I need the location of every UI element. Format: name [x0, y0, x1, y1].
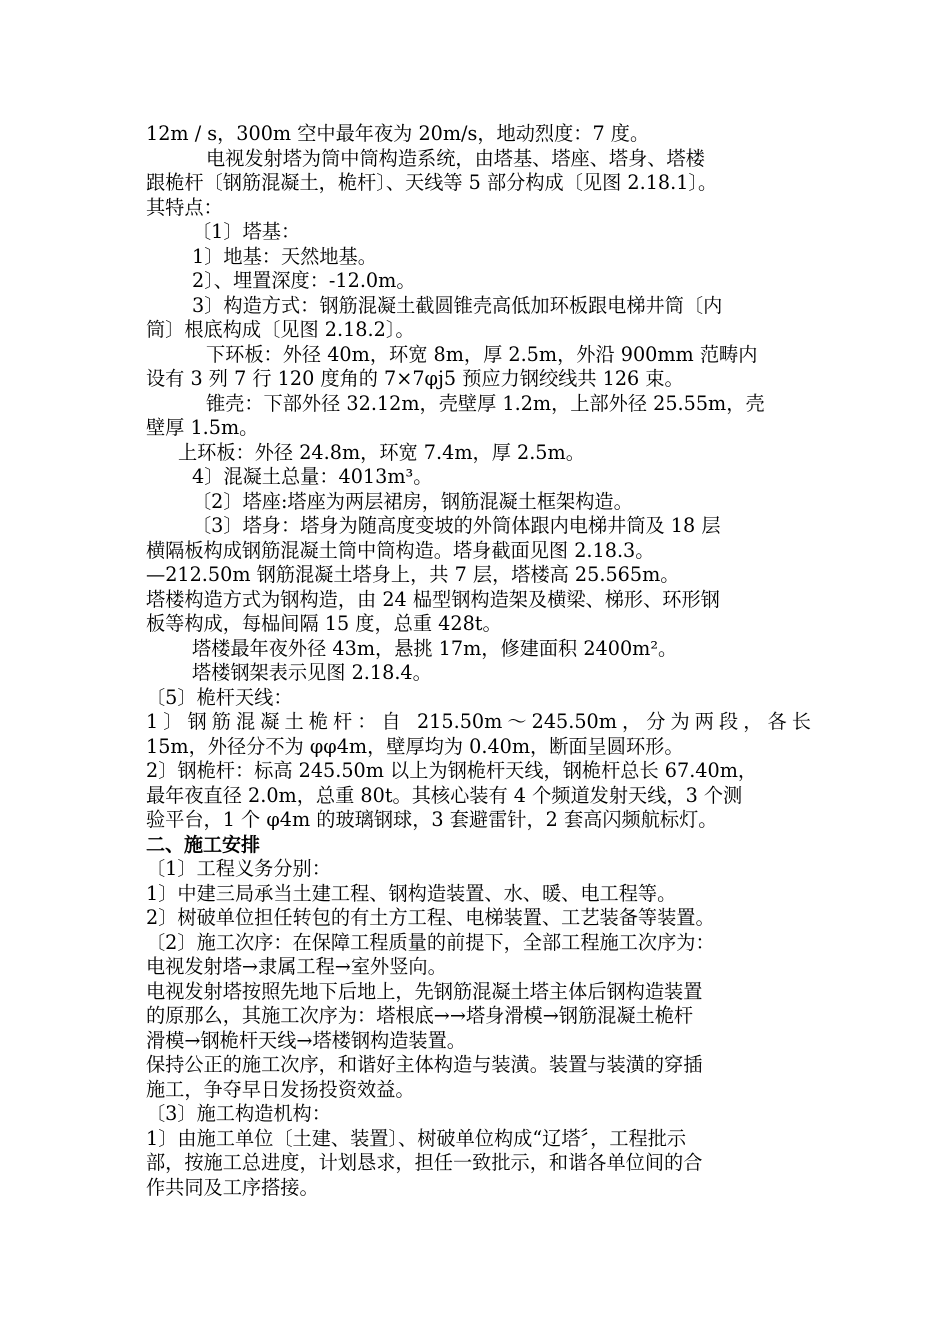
document-page: [146, 122, 811, 1200]
text-line: 跟桅杆〔钢筋混凝土，桅杆〕、天线等 5 部分构成〔见图 2.18.1〕。: [146, 171, 718, 194]
text-line: 1〕中建三局承当土建工程、钢构造装置、水、暖、电工程等。: [146, 881, 677, 905]
section-heading-tower-base: 〔1〕塔基：: [192, 220, 301, 243]
text-line: 施工，争夺早日发扬投资效益。: [146, 1077, 415, 1101]
text-line: 电视发射塔按照先地下后地上，先钢筋混凝土塔主体后钢构造装置: [146, 979, 703, 1003]
text-line: 电视发射塔→隶属工程→室外竖向。: [146, 955, 447, 978]
text-line: 12m / s，300m 空中最年夜为 20m/s，地动烈度：7 度。: [146, 122, 650, 145]
text-line: 上环板：外径 24.8m，环宽 7.4m，厚 2.5m。: [178, 440, 585, 464]
text-line: 2〕钢桅杆：标高 245.50m 以上为钢桅杆天线，钢桅杆总长 67.40m，: [146, 759, 758, 782]
text-line: 板等构成，每榀间隔 15 度，总重 428t。: [146, 612, 502, 635]
text-line: 作共同及工序搭接。: [146, 1175, 319, 1199]
section-heading-mast-antenna: 〔5〕桅杆天线：: [146, 685, 293, 709]
text-line: —212.50m 钢筋混凝土塔身上，共 7 层，塔楼高 25.565m。: [146, 563, 680, 586]
section-heading-tower-body: 〔3〕塔身：塔身为随高度变坡的外筒体跟内电梯井筒及 18 层: [192, 514, 721, 537]
text-line: 1〕钢筋混凝土桅杆：自 215.50m～245.50m，分为两段，各长: [146, 710, 811, 733]
chapter-heading-construction-arrangement: 二、施工安排: [146, 833, 261, 856]
text-line: 的原那么，其施工次序为：塔根底→→塔身滑模→钢筋混凝土桅杆: [146, 1004, 694, 1027]
text-line: 验平台，1 个 φ4m 的玻璃钢球，3 套避雷针，2 套高闪频航标灯。: [146, 808, 718, 831]
text-line: 锥壳：下部外径 32.12m，壳壁厚 1.2m，上部外径 25.55m，壳: [206, 391, 765, 415]
text-line: 滑模→钢桅杆天线→塔楼钢构造装置。: [146, 1028, 466, 1052]
text-line: 3〕构造方式：钢筋混凝土截圆锥壳高低加环板跟电梯井筒〔内: [192, 293, 723, 317]
text-line: 15m，外径分不为 φφ4m，壁厚均为 0.40m，断面呈圆环形。: [146, 734, 684, 758]
section-heading-task-division: 〔1〕工程义务分别：: [146, 857, 331, 880]
text-line: 其特点：: [146, 195, 223, 219]
text-line: 筒〕根底构成〔见图 2.18.2〕。: [146, 318, 415, 341]
text-line: 最年夜直径 2.0m，总重 80t。其核心装有 4 个频道发射天线，3 个测: [146, 783, 743, 807]
section-heading-organization: 〔3〕施工构造机构：: [146, 1102, 331, 1125]
text-line: 塔楼最年夜外径 43m，悬挑 17m，修建面积 2400m²。: [192, 636, 678, 660]
text-line: 1〕地基：天然地基。: [192, 244, 377, 268]
text-line: 1〕由施工单位〔土建、装置〕、树破单位构成“辽塔〞，工程批示: [146, 1126, 687, 1150]
text-line: 塔楼构造方式为钢构造，由 24 榀型钢构造架及横梁、梯形、环形钢: [146, 587, 720, 611]
text-line: 下环板：外径 40m，环宽 8m，厚 2.5m，外沿 900mm 范畴内: [206, 342, 758, 366]
text-line: 壁厚 1.5m。: [146, 416, 259, 439]
text-line: 2〕树破单位担任转包的有土方工程、电梯装置、工艺装备等装置。: [146, 906, 715, 929]
section-heading-construction-sequence: 〔2〕施工次序：在保障工程质量的前提下，全部工程施工次序为：: [146, 930, 715, 954]
text-line: 部，按施工总进度，计划恳求，担任一致批示，和谐各单位间的合: [146, 1151, 703, 1174]
section-heading-tower-seat: 〔2〕塔座:塔座为两层裙房，钢筋混凝土框架构造。: [192, 489, 633, 513]
text-line: 横隔板构成钢筋混凝土筒中筒构造。塔身截面见图 2.18.3。: [146, 538, 655, 562]
text-line: 保持公正的施工次序，和谐好主体构造与装潢。装置与装潢的穿插: [146, 1053, 703, 1076]
text-line: 2〕、埋置深度：-12.0m。: [192, 269, 416, 292]
text-line: 塔楼钢架表示见图 2.18.4。: [192, 661, 432, 684]
text-line: 4〕混凝土总量：4013m³。: [192, 465, 433, 488]
text-line: 电视发射塔为筒中筒构造系统，由塔基、塔座、塔身、塔楼: [206, 146, 705, 170]
text-line: 设有 3 列 7 行 120 度角的 7×7φj5 预应力钢绞线共 126 束。: [146, 367, 684, 390]
